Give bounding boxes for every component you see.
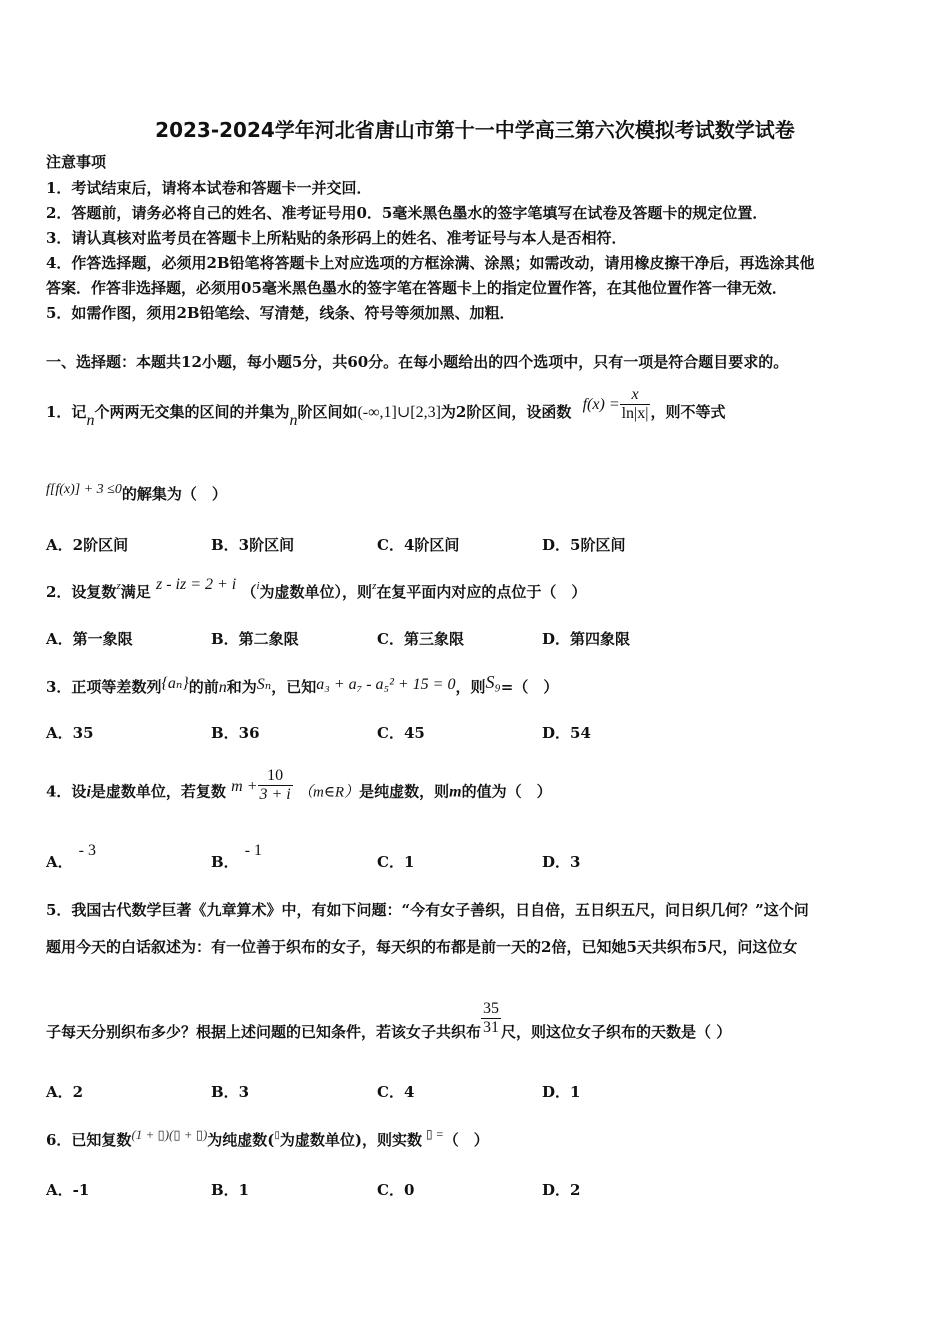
notice-heading: 注意事项	[46, 153, 107, 171]
page-title: 2023-2024学年河北省唐山市第十一中学高三第六次模拟考试数学试卷	[155, 118, 795, 142]
q5-option-c[interactable]: C．4	[377, 1083, 415, 1101]
question-2: 2．设复数$^z$满足 z - iz = 2 + i （$^i$为虚数单位），则$^z$在复平面内对应的点位于（ ）	[46, 576, 587, 601]
q5-option-b[interactable]: B．3	[211, 1083, 250, 1101]
notice-item-4: 4．作答选择题，必须用2B铅笔将答题卡上对应选项的方框涂满、涂黑；如需改动，请用橡皮擦干净后，再选涂其他	[46, 254, 815, 272]
q6-option-d[interactable]: D．2	[542, 1181, 581, 1199]
question-6: 6．已知复数(1 + ▯)(▯ + ▯)为纯虚数(▯为虚数单位)，则实数 ▯ =（ ）	[46, 1127, 489, 1149]
q3-option-c[interactable]: C．45	[377, 724, 425, 742]
question-5-line-1: 5．我国古代数学巨著《九章算术》中，有如下问题：“今有女子善织，日自倍，五日织五尺，问日织几何？”这个问	[46, 901, 809, 919]
question-1-cont: f[f(x)] + 3 ≤0的解集为（ ）	[46, 482, 227, 503]
q4-option-a[interactable]: A．- 3	[46, 842, 96, 871]
q6-option-c[interactable]: C．0	[377, 1181, 415, 1199]
q4-option-b[interactable]: B．- 1	[211, 842, 263, 871]
q1-option-d[interactable]: D．5阶区间	[542, 536, 626, 554]
q4-option-d[interactable]: D．3	[542, 853, 581, 871]
notice-item-5: 5．如需作图，须用2B铅笔绘、写清楚，线条、符号等须加黑、加粗．	[46, 304, 515, 322]
notice-item-2: 2．答题前，请务必将自己的姓名、准考证号用0．5毫米黑色墨水的签字笔填写在试卷及答题卡的规定位置．	[46, 204, 768, 222]
notice-item-3: 3．请认真核对监考员在答题卡上所粘贴的条形码上的姓名、准考证号与本人是否相符．	[46, 229, 627, 247]
q1-option-c[interactable]: C．4阶区间	[377, 536, 460, 554]
q1-option-a[interactable]: A．2阶区间	[46, 536, 129, 554]
q2-option-d[interactable]: D．第四象限	[542, 630, 631, 648]
notice-item-1: 1．考试结束后，请将本试卷和答题卡一并交回．	[46, 179, 372, 197]
q2-option-a[interactable]: A．第一象限	[46, 630, 133, 648]
question-5-line-2: 题用今天的白话叙述为：有一位善于织布的女子，每天织的布都是前一天的2倍，已知她5天共织布5尺，问这位女	[46, 938, 798, 956]
question-3: 3．正项等差数列{aₙ}的前n和为Sₙ，已知a₃ + a₇ - a₅² + 15 = 0，则S₉=（ ）	[46, 672, 559, 696]
q1-option-b[interactable]: B．3阶区间	[211, 536, 295, 554]
q3-option-a[interactable]: A．35	[46, 724, 94, 742]
q5-option-d[interactable]: D．1	[542, 1083, 581, 1101]
q5-option-a[interactable]: A．2	[46, 1083, 84, 1101]
q3-option-b[interactable]: B．36	[211, 724, 260, 742]
q2-option-b[interactable]: B．第二象限	[211, 630, 299, 648]
question-5-line-3: 子每天分别织布多少？根据上述问题的已知条件，若该女子共织布 $\frac{35}{31}$ 尺，则这位女子织布的天数是（ ）	[46, 999, 732, 1041]
question-1: 1．记n个两两无交集的区间的并集为n阶区间如(-∞,1]∪[2,3]为2阶区间，设函数 f(x) = $\frac{x}{\ln|x|}$ ，则不等式	[46, 385, 726, 429]
section-heading: 一、选择题：本题共12小题，每小题5分，共60分。在每小题给出的四个选项中，只有一项是符合题目要求的。	[46, 353, 789, 371]
q3-option-d[interactable]: D．54	[542, 724, 591, 742]
q6-option-a[interactable]: A．-1	[46, 1181, 90, 1199]
q4-option-c[interactable]: C．1	[377, 853, 415, 871]
q6-option-b[interactable]: B．1	[211, 1181, 250, 1199]
q2-option-c[interactable]: C．第三象限	[377, 630, 464, 648]
question-4: 4．设i是虚数单位，若复数 m + $\frac{10}{3 + i}$ （m∈R）是纯虚数，则m的值为（ ）	[46, 767, 552, 803]
notice-item-4-cont: 答案．作答非选择题，必须用05毫米黑色墨水的签字笔在答题卡上的指定位置作答，在其他位置作答一律无效．	[46, 279, 787, 297]
